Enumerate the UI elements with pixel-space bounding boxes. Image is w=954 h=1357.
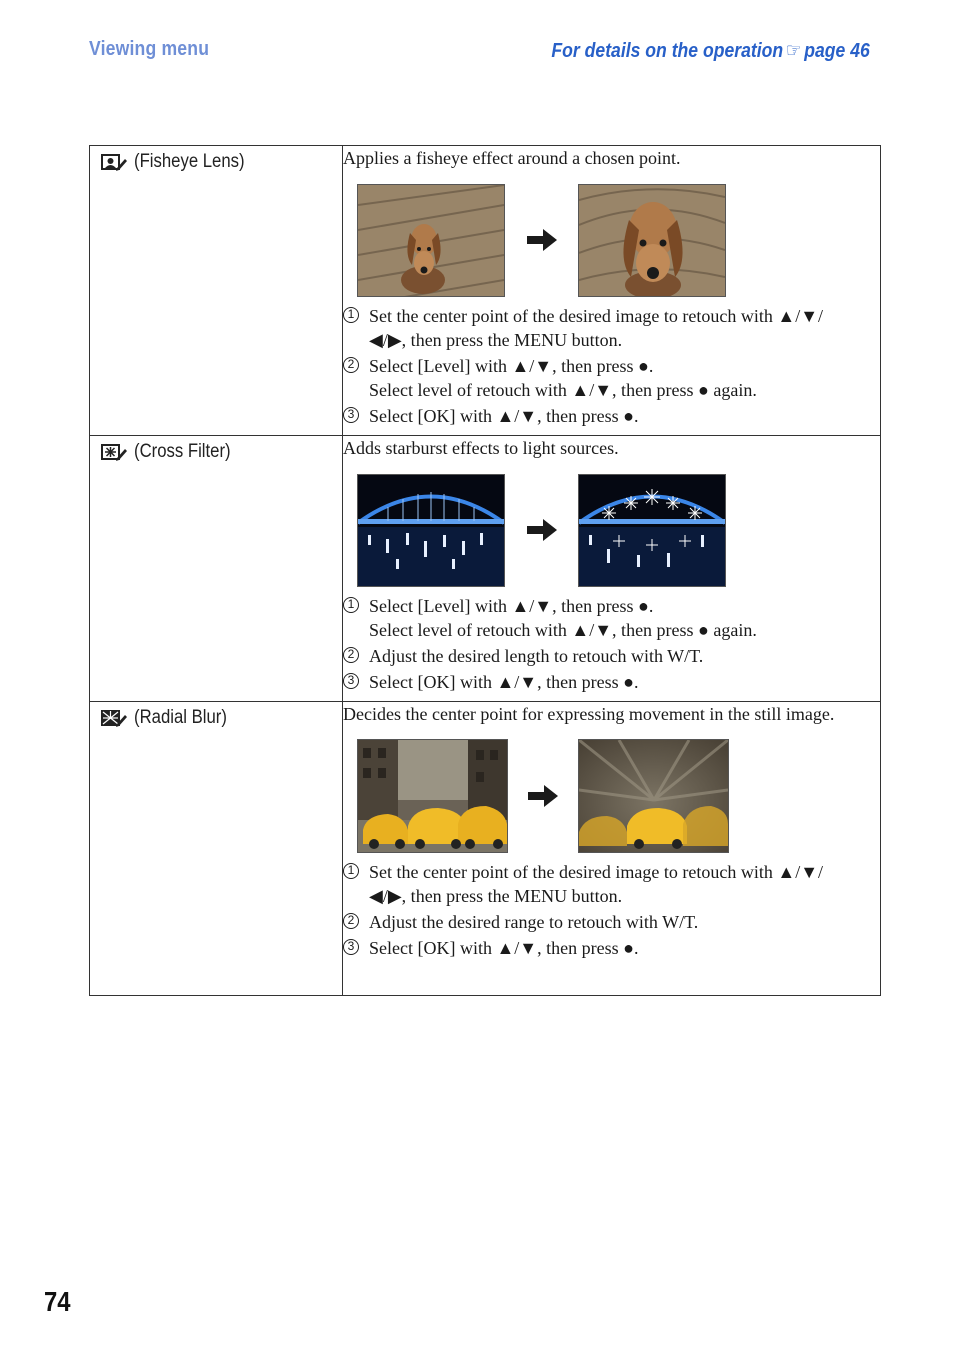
step-text: Adjust the desired range to retouch with W/T. (369, 912, 699, 932)
example-image-after (578, 739, 729, 853)
step-number: 2 (343, 913, 359, 929)
steps-list (343, 594, 880, 694)
steps-list (343, 304, 880, 428)
table-row-radial-blur (90, 702, 881, 996)
details-reference[interactable] (552, 38, 870, 63)
step-item (343, 594, 880, 642)
step-number: 1 (343, 863, 359, 879)
example-image-after (578, 474, 726, 587)
name-cell (90, 436, 343, 702)
step-text: Adjust the desired length to retouch with W/T. (369, 646, 704, 666)
step-number: 1 (343, 597, 359, 613)
steps-list (343, 860, 880, 960)
step-number: 3 (343, 673, 359, 689)
description: Adds starburst effects to light sources. (343, 438, 619, 458)
step-item (343, 404, 880, 428)
step-text: Select [OK] with ▲/▼, then press ●. (369, 938, 639, 958)
radial-blur-icon (100, 708, 128, 728)
step-text: Select [OK] with ▲/▼, then press ●. (369, 672, 639, 692)
description: Applies a fisheye effect around a chosen point. (343, 148, 681, 168)
example-images (357, 740, 880, 852)
details-page-link[interactable]: page 46 (804, 40, 870, 62)
step-number: 1 (343, 307, 359, 323)
step-text: Set the center point of the desired image to retouch with ▲/▼/ (369, 862, 824, 882)
description: Decides the center point for expressing movement in the still image. (343, 704, 835, 724)
menu-item-fisheye-lens: (Fisheye Lens) (134, 151, 245, 172)
section-title: Viewing menu (89, 38, 210, 60)
cross-filter-icon (100, 442, 128, 462)
step-number: 2 (343, 647, 359, 663)
description-cell (343, 702, 881, 996)
retouch-menu-table (89, 145, 881, 996)
description-cell (343, 146, 881, 436)
arrow-right-icon (508, 740, 578, 852)
step-text: Select [Level] with ▲/▼, then press ●. (369, 356, 654, 376)
example-image-before (357, 739, 508, 853)
example-image-after (578, 184, 726, 297)
step-item (343, 644, 880, 668)
example-images (357, 184, 880, 296)
example-image-before (357, 474, 505, 587)
step-item (343, 936, 880, 960)
step-item (343, 670, 880, 694)
example-image-before (357, 184, 505, 297)
step-item (343, 910, 880, 934)
step-item (343, 304, 880, 352)
details-prefix: For details on the operation (551, 40, 784, 62)
step-text: Select level of retouch with ▲/▼, then press ● again. (369, 620, 757, 640)
example-images (357, 474, 880, 586)
step-number: 3 (343, 939, 359, 955)
step-item (343, 860, 880, 908)
fisheye-lens-icon (100, 152, 128, 172)
step-text: Select [OK] with ▲/▼, then press ●. (369, 406, 639, 426)
pointing-hand-icon: ☞ (786, 40, 802, 62)
arrow-right-icon (505, 184, 578, 296)
name-cell (90, 702, 343, 996)
step-text: Select [Level] with ▲/▼, then press ●. (369, 596, 654, 616)
name-cell (90, 146, 343, 436)
step-text: ◀/▶, then press the MENU button. (369, 330, 623, 350)
table-row-cross-filter (90, 436, 881, 702)
menu-item-radial-blur: (Radial Blur) (134, 707, 227, 728)
arrow-right-icon (505, 474, 578, 586)
step-text: Select level of retouch with ▲/▼, then press ● again. (369, 380, 757, 400)
menu-item-cross-filter: (Cross Filter) (134, 441, 231, 462)
step-text: ◀/▶, then press the MENU button. (369, 886, 623, 906)
step-item (343, 354, 880, 402)
step-number: 3 (343, 407, 359, 423)
table-row-fisheye (90, 146, 881, 436)
step-number: 2 (343, 357, 359, 373)
description-cell (343, 436, 881, 702)
step-text: Set the center point of the desired image to retouch with ▲/▼/ (369, 306, 824, 326)
page-number: 74 (44, 1286, 71, 1317)
